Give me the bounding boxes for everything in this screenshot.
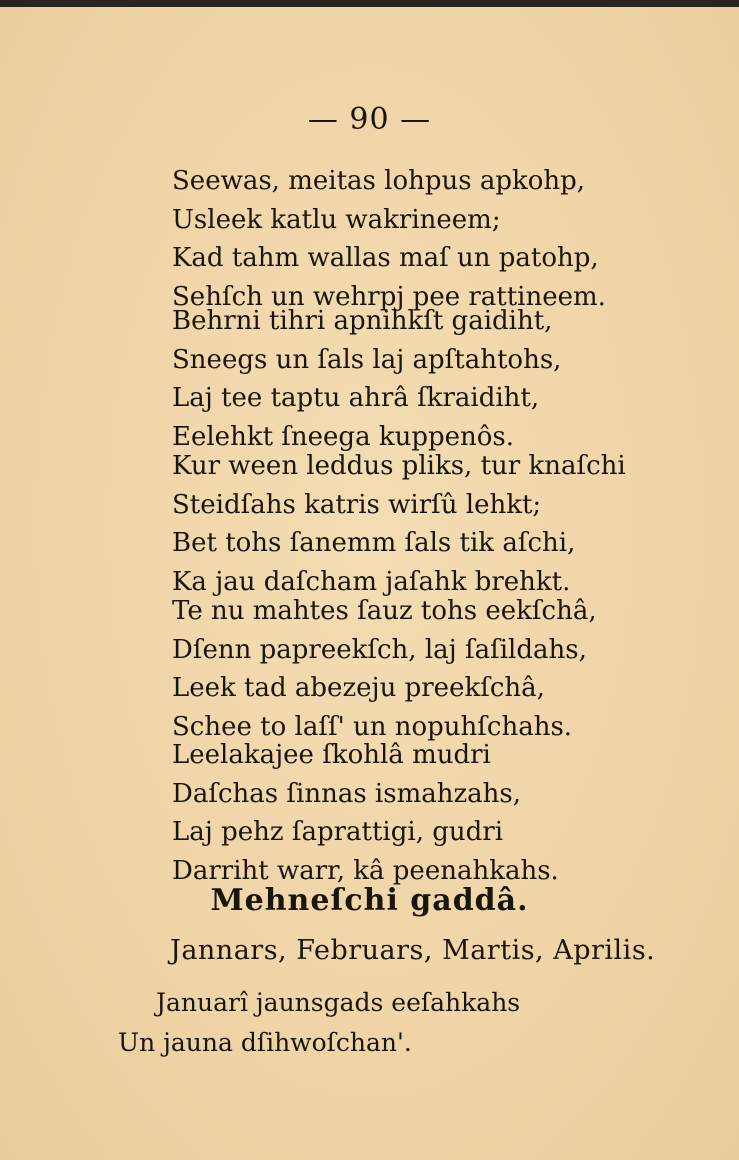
verse-line: Eelehkt ſneega kuppenôs. (172, 421, 515, 452)
verse-line: Steidſahs katris wirſû lehkt; (172, 489, 542, 520)
verse-line: Darriht warr, kâ peenahkahs. (172, 855, 559, 886)
months-line: Jannars, Februars, Martis, Aprilis. (170, 935, 656, 966)
verse-line: Behrni tihri apnihkſt gaidiht, (172, 306, 553, 336)
verse-line: Sehſch un wehrpj pee rattineem. (172, 281, 606, 312)
stanza-3 (172, 447, 672, 601)
motto (118, 983, 678, 1063)
verse-line: Kad tahm wallas maſ un patohp, (172, 243, 599, 273)
stanza-5 (172, 736, 672, 890)
motto-line: Januarî jaunsgads eeſahkahs (156, 988, 521, 1017)
stanza-2 (172, 302, 672, 456)
page-top-edge (0, 0, 739, 7)
verse-line: Te nu mahtes ſauz tohs eekſchâ, (172, 596, 597, 626)
verse-line: Sneegs un ſals laj apſtahtohs, (172, 344, 562, 375)
verse-line: Daſchas ſinnas ismahzahs, (172, 778, 522, 809)
verse-line: Seewas, meitas lohpus apkohp, (172, 166, 586, 196)
verse-line: Leek tad abezeju preekſchâ, (172, 673, 545, 703)
stanza-1 (172, 162, 672, 316)
verse-line: Kur ween leddus pliks, tur knaſchi (172, 451, 626, 481)
page-number: — 90 — (307, 102, 432, 137)
verse-line: Schee to laſſ' un nopuhſchahs. (172, 711, 573, 742)
verse-line: Usleek katlu wakrineem; (172, 204, 501, 235)
verse-line: Bet tohs ſanemm ſals tik aſchi, (172, 528, 576, 558)
verse-line: Leelakajee ſkohlâ mudri (172, 740, 491, 770)
verse-line: Laj tee taptu ahrâ ſkraidiht, (172, 383, 540, 413)
verse-line: Ka jau daſcham jaſahk brehkt. (172, 566, 571, 597)
motto-line: Un jauna dſihwoſchan'. (118, 1028, 412, 1057)
verse-line: Laj pehz ſaprattigi, gudri (172, 817, 504, 847)
stanza-4 (172, 592, 672, 746)
section-title: Mehneſchi gaddâ. (210, 883, 529, 918)
verse-line: Dſenn papreekſch, laj ſaſildahs, (172, 634, 587, 665)
